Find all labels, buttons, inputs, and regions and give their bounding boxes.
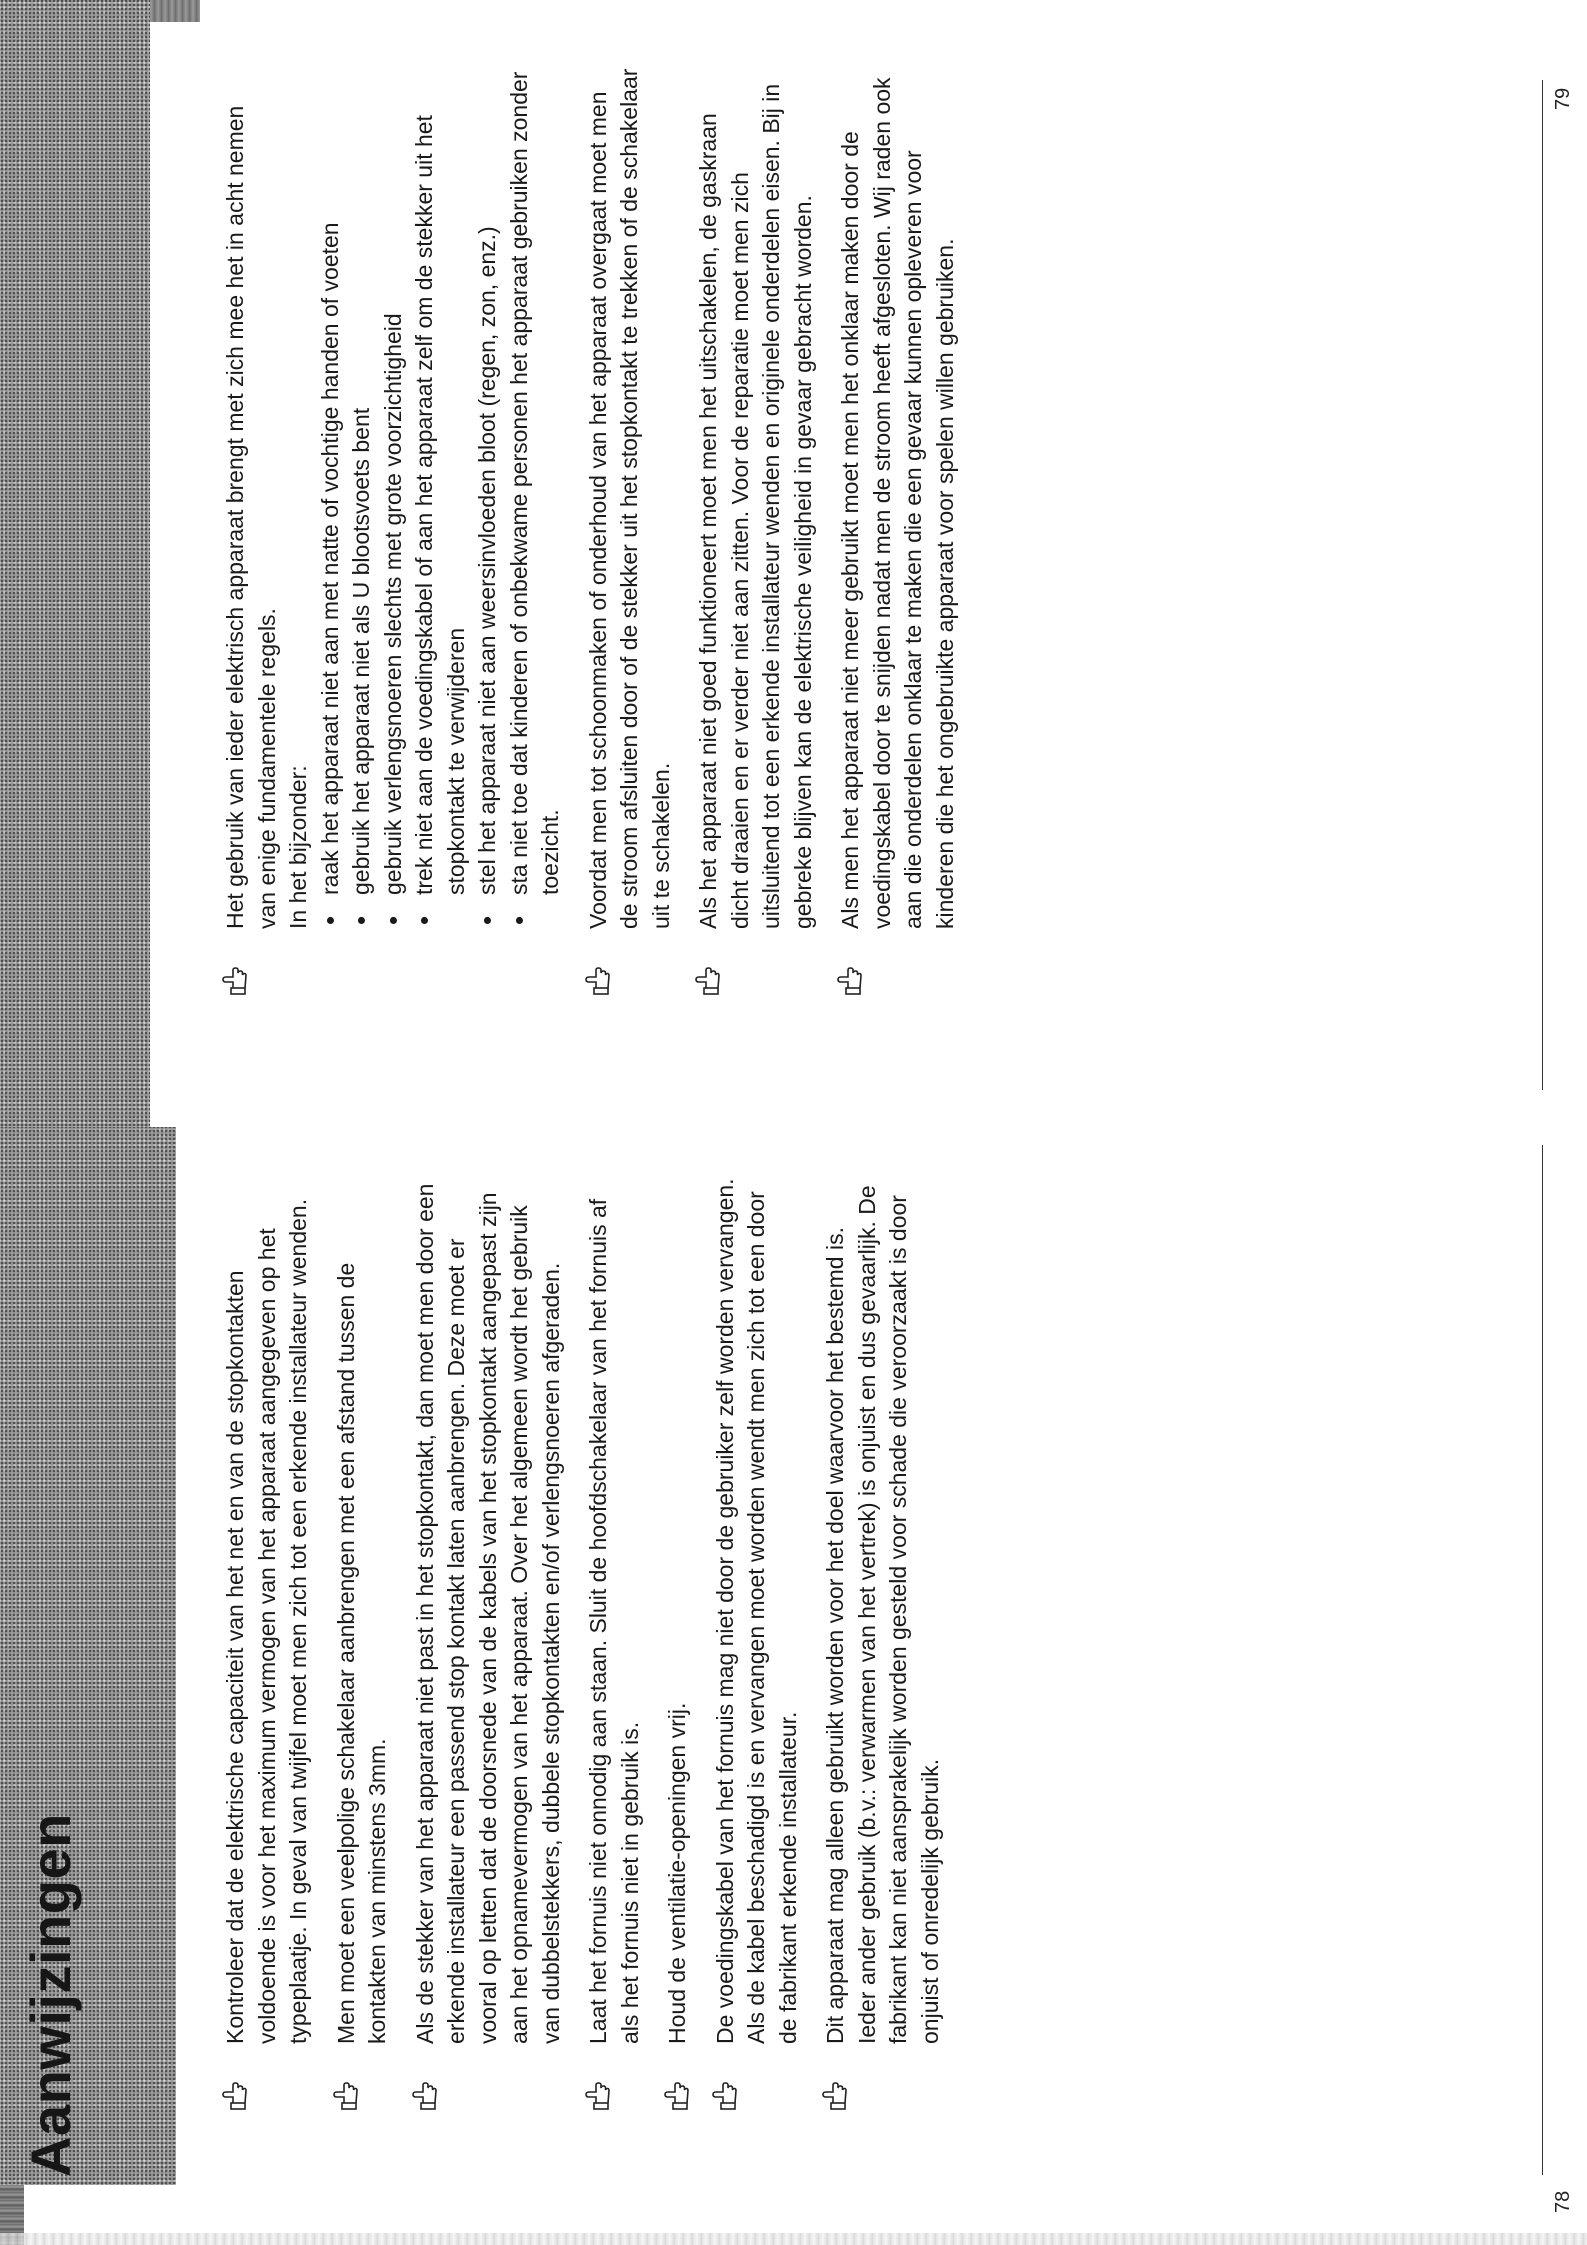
footer-rule-left [1542, 1145, 1543, 2175]
note-item [693, 65, 819, 995]
note-item [835, 65, 961, 995]
pointing-hand-icon [837, 967, 863, 995]
bullet-lead: In het bijzonder: [285, 765, 311, 929]
note-item [662, 1170, 694, 2110]
footer-rule-right [1542, 80, 1543, 1090]
note-item [220, 1170, 315, 2110]
note-item [583, 65, 678, 995]
pointing-hand-icon [333, 2082, 359, 2110]
bullet-item: • gebruik het apparaat niet als U blootsvoets bent [346, 65, 378, 929]
note-text: Men moet een veelpolige schakelaar aanbrengen met een afstand tussen de kontakten van minstens 3mm. [332, 1262, 390, 2044]
bullet-list [315, 65, 567, 929]
pointing-hand-icon [412, 2082, 438, 2110]
note-item [410, 1170, 568, 2110]
left-column [220, 1170, 962, 2110]
note-text: De voedingskabel van het fornuis mag niet door de gebruiker zelf worden vervangen. Als de kabel beschadigd is en vervangen moet worden wendt men zich tot een door de fabrikant erkende installateur. [711, 1178, 801, 2044]
pointing-hand-icon [822, 2082, 848, 2110]
page-number-right: 79 [1552, 87, 1574, 110]
bullet-item: • stel het apparaat niet aan weersinvloeden bloot (regen, zon, enz.) [472, 65, 504, 929]
pointing-hand-icon [695, 967, 721, 995]
page-number-left: 78 [1552, 2190, 1574, 2213]
note-text: Als men het apparaat niet meer gebruikt moet men het onklaar maken door de voedingskabel door te snijden nadat men de stroom heeft afgesloten. Wij raden ook aan die onderdelen onklaar te maken die een gevaar kunnen opleveren voor kinderen die het ongebruikte apparaat voor spelen willen gebruiken. [837, 77, 958, 929]
page-title: Aanwijzingen [19, 1813, 82, 2177]
bullet-item: • gebruik verlengsnoeren slechts met grote voorzichtigheid [378, 65, 410, 929]
right-column [220, 65, 977, 995]
note-item [220, 65, 567, 995]
note-text: Voordat men tot schoonmaken of onderhoud van het apparaat overgaat moet men de stroom afsluiten door of de stekker uit het stopkontakt te trekken of de schakelaar uit te schakelen. [584, 68, 674, 929]
note-text: Laat het fornuis niet onnodig aan staan. Sluit de hoofdschakelaar van het fornuis af als het fornuis niet in gebruik is. [585, 1198, 643, 2044]
bullet-item: • trek niet aan de voedingskabel of aan het apparaat zelf om de stekker uit het stopkontakt te verwijderen [409, 65, 472, 929]
pointing-hand-icon [585, 2082, 611, 2110]
pointing-hand-icon [222, 967, 248, 995]
note-text: Als de stekker van het apparaat niet past in het stopkontakt, dan moet men door een erkende installateur een passend stop kontakt laten aanbrengen. Deze moet er vooral op letten dat de doorsnede van de kabels van het stopkontakt aangepast zijn aan het opnamevermogen van het apparaat. Over het algemeen wordt het gebruik van dubbelstekkers, dubbele stopkontakten en/of verlengsnoeren afgeraden. [411, 1183, 564, 2044]
bullet-item: • sta niet toe dat kinderen of onbekwame personen het apparaat gebruiken zonder toezicht. [504, 65, 567, 929]
note-text: Als het apparaat niet goed funktioneert moet men het uitschakelen, de gaskraan dicht draaien en er verder niet aan zitten. Voor de reparatie moet men zich uitsluitend tot een erkende installateur wenden en originele onderdelen eisen. Bij in gebreke blijven kan de elektrische veiligheid in gevaar gebracht worden. [695, 83, 816, 929]
note-item [710, 1170, 805, 2110]
note-item [583, 1170, 646, 2110]
pointing-hand-icon [664, 2082, 690, 2110]
note-text: Het gebruik van ieder elektrisch apparaat brengt met zich mee het in acht nemen van enige fundamentele regels. [222, 105, 280, 929]
bullet-item: • raak het apparaat niet aan met natte of vochtige handen of voeten [315, 65, 347, 929]
note-text: Houd de ventilatie-openingen vrij. [664, 1702, 690, 2044]
note-item [331, 1170, 394, 2110]
pointing-hand-icon [712, 2082, 738, 2110]
note-item [820, 1170, 946, 2110]
pointing-hand-icon [222, 2082, 248, 2110]
header-band [0, 0, 150, 1127]
pointing-hand-icon [585, 967, 611, 995]
note-text: Kontroleer dat de elektrische capaciteit van het net en van de stopkontakten voldoende is voor het maximum vermogen van het apparaat aangegeven op het typeplaatje. In geval van twijfel moet men zich tot een erkende installateur wenden. [222, 1198, 311, 2044]
note-text: Dit apparaat mag alleen gebruikt worden voor het doel waarvoor het bestemd is. Ieder ander gebruik (b.v.: verwarmen van het vertrek) is onjuist en dus gevaarlijk. De fabrikant kan niet aansprakelijk worden gesteld voor schade die veroorzaakt is door onjuist of onredelijk gebruik. [822, 1185, 943, 2044]
